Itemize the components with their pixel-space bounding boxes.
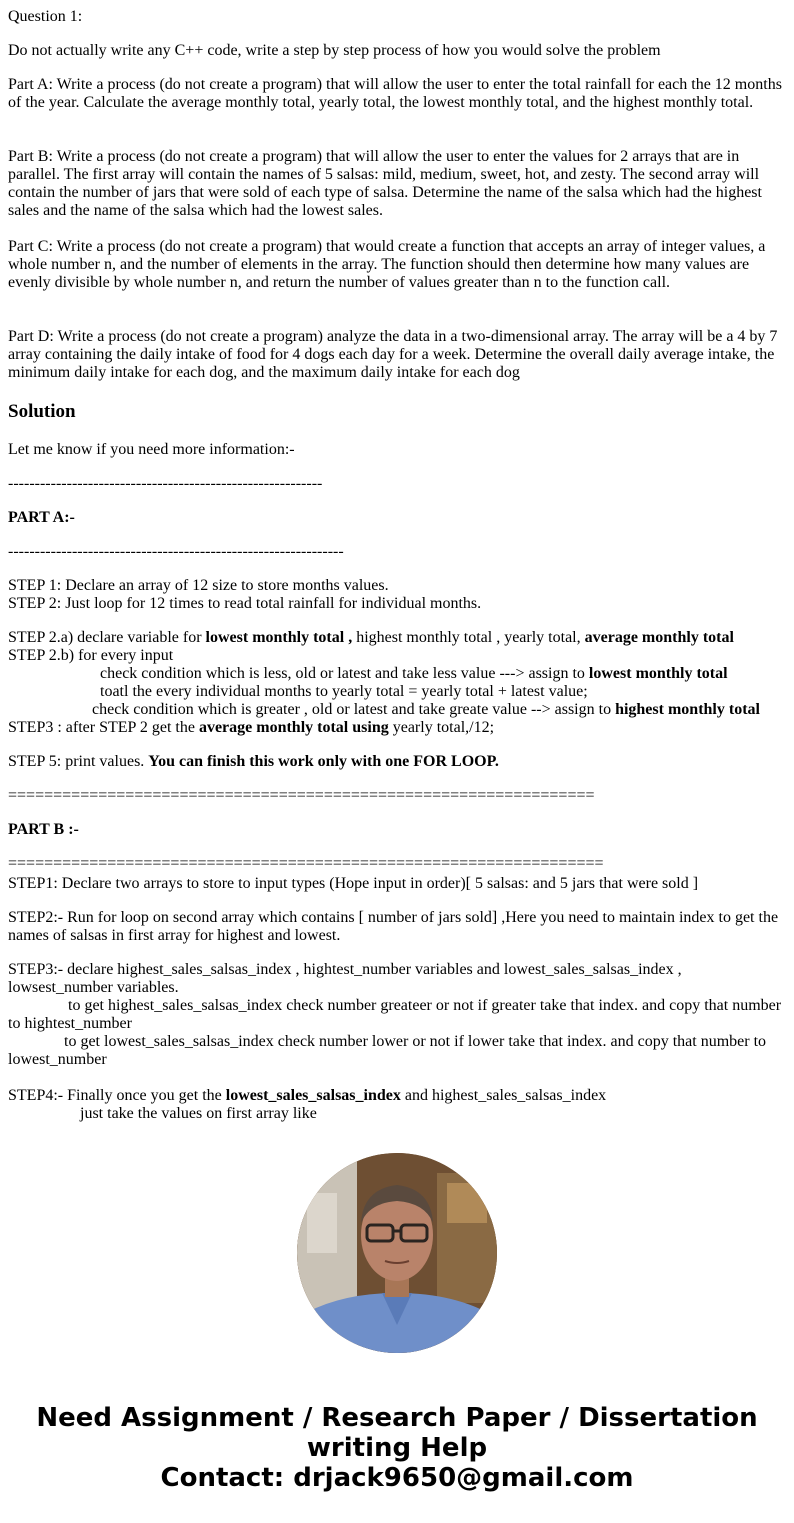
part-b-step-3: to get highest_sales_salsas_index check number greateer or not if greater take that index. and copy that number	[68, 997, 782, 1014]
part-b-step-3: to hightest_number	[8, 1015, 132, 1032]
promo-banner	[0, 1403, 794, 1493]
solution-heading: Solution	[8, 401, 76, 422]
part-a-condition-highest: check condition which is greater , old or latest and take greate value --> assign to highest monthly total	[92, 701, 760, 718]
part-a-condition-lowest: check condition which is less, old or latest and take less value ---> assign to lowest monthly total	[100, 665, 728, 682]
part-b-step-3: STEP3:- declare highest_sales_salsas_index , hightest_number variables and lowest_sales_salsas_index ,	[8, 961, 682, 978]
part-b-step-3: lowest_number	[8, 1051, 107, 1068]
part-a-yearly-total: toatl the every individual months to yearly total = yearly total + latest value;	[100, 683, 588, 700]
part-b-step-4: STEP4:- Finally once you get the lowest_sales_salsas_index and highest_sales_salsas_index	[8, 1087, 607, 1104]
part-b-step-1: STEP1: Declare two arrays to store to input types (Hope input in order)[ 5 salsas: and 5 jars that were sold ]	[8, 875, 699, 892]
part-b-step-3: lowsest_number variables.	[8, 979, 179, 996]
author-avatar	[297, 1153, 497, 1353]
part-a-step-2: STEP 2: Just loop for 12 times to read total rainfall for individual months.	[8, 595, 482, 612]
question-part-a: Part A: Write a process (do not create a program) that will allow the user to enter the total rainfall for each the 12 months of the year. Calculate the average monthly total, yearly total, the lowest monthly total, and the highest monthly total.	[8, 76, 782, 111]
question-part-c: Part C: Write a process (do not create a program) that would create a function that accepts an array of integer values, a whole number n, and the number of elements in the array. The function should then determine how many values are evenly divisible by whole number n, and return the number of values greater than n to the function call.	[8, 238, 766, 291]
part-b-step-2: STEP2:- Run for loop on second array which contains [ number of jars sold] ,Here you need to maintain index to get the names of salsas in first array for highest and lowest.	[8, 909, 779, 944]
part-b-heading: PART B :-	[8, 821, 79, 838]
question-instruction: Do not actually write any C++ code, write a step by step process of how you would solve the problem	[8, 42, 661, 59]
divider: -----------------------------------------------------------	[8, 475, 323, 492]
question-part-d: Part D: Write a process (do not create a program) analyze the data in a two-dimensional array. The array will be a 4 by 7 array containing the daily intake of food for 4 dogs each day for a week. Determine the overall daily average intake, the minimum daily intake for each dog, and the maximum daily intake for each dog	[8, 328, 778, 381]
divider: ---------------------------------------------------------------	[8, 543, 344, 560]
banner-contact: Contact: drjack9650@gmail.com	[160, 1463, 634, 1493]
part-b-step-4: just take the values on first array like	[80, 1105, 317, 1122]
divider: ==================================================================	[8, 855, 604, 872]
part-a-step-5: STEP 5: print values. You can finish this work only with one FOR LOOP.	[8, 753, 499, 770]
solution-intro: Let me know if you need more information:-	[8, 441, 295, 458]
part-a-heading: PART A:-	[8, 509, 75, 526]
part-a-step-3: STEP3 : after STEP 2 get the average monthly total using yearly total,/12;	[8, 719, 495, 736]
banner-line-2: writing Help	[306, 1433, 488, 1463]
question-part-b: Part B: Write a process (do not create a program) that will allow the user to enter the values for 2 arrays that are in parallel. The first array will contain the names of 5 salsas: mild, medium, sweet, hot, and zesty. The second array will contain the number of jars that were sold of each type of salsa. Determine the name of the salsa which had the highest sales and the name of the salsa which had the lowest sales.	[8, 148, 762, 219]
divider: =================================================================	[8, 787, 595, 804]
part-b-step-3: to get lowest_sales_salsas_index check number lower or not if lower take that index. and copy that number to	[64, 1033, 767, 1050]
part-a-step-2a: STEP 2.a) declare variable for lowest monthly total , highest monthly total , yearly total, average monthly total	[8, 629, 734, 646]
banner-line-1: Need Assignment / Research Paper / Dissertation	[36, 1403, 758, 1433]
question-title: Question 1:	[8, 8, 83, 25]
portrait-image	[297, 1153, 497, 1353]
part-a-step-1: STEP 1: Declare an array of 12 size to store months values.	[8, 577, 389, 594]
part-a-step-2b: STEP 2.b) for every input	[8, 647, 174, 664]
